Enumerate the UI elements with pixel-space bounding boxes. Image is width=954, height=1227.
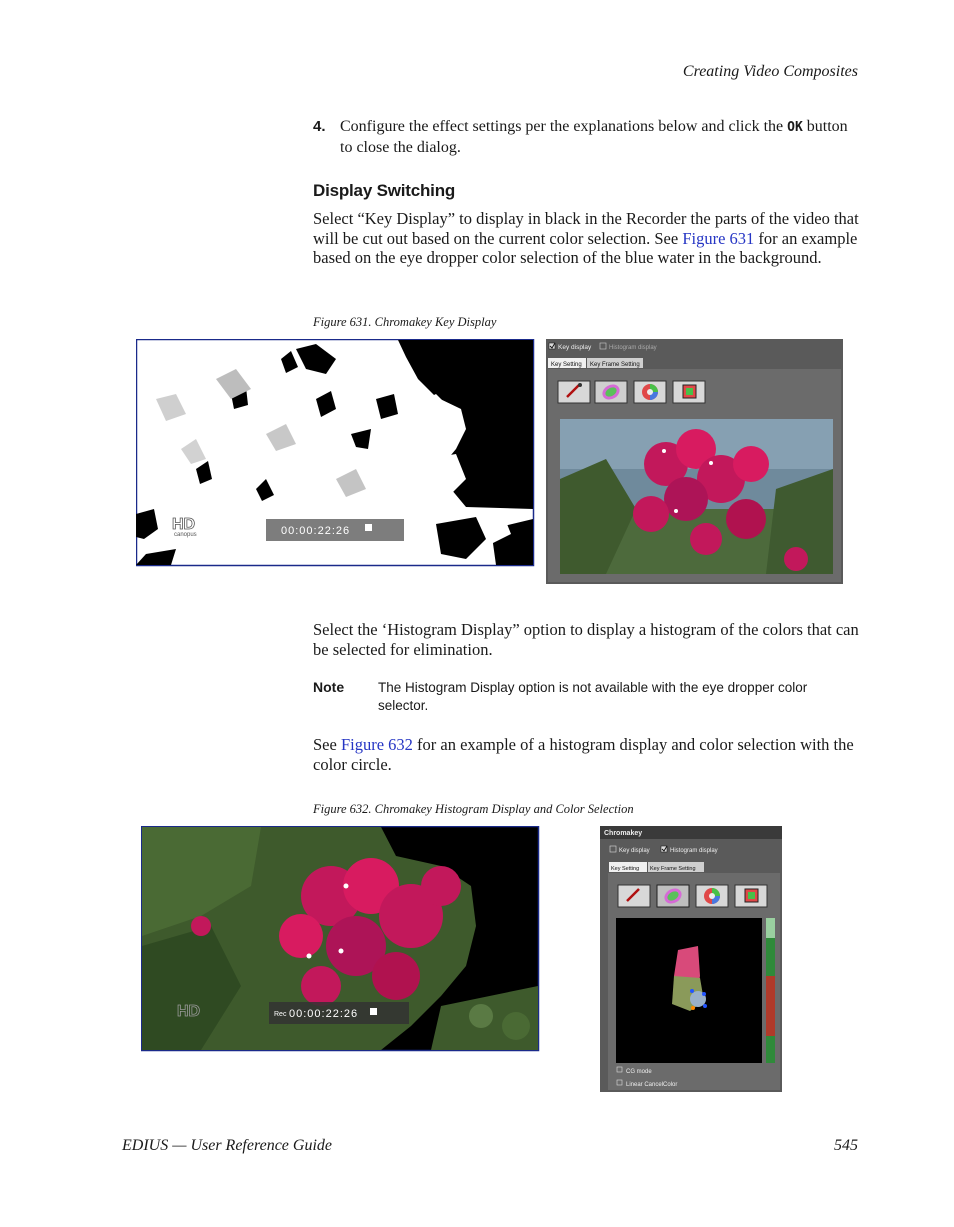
step-text (340, 117, 858, 158)
cg-mode-label: CG mode (626, 1069, 652, 1075)
color-wheel-icon[interactable] (696, 885, 728, 907)
histogram-display-label: Histogram display (670, 848, 718, 854)
figure-632-rec-label: Rec (274, 1011, 287, 1018)
paragraph-figure-632-ref (313, 735, 861, 774)
step-4 (313, 117, 858, 158)
color-wheel-icon[interactable] (634, 381, 666, 403)
figure-631-preview-image (560, 419, 833, 574)
histogram-display-label: Histogram display (609, 345, 657, 351)
panel-title: Chromakey (604, 830, 643, 837)
figure-631-hd-logo: HD (172, 516, 196, 533)
note-label: Note (313, 679, 345, 695)
para1-before: Select “Key Display” to display in black in the Recorder the parts of the video that will be cut out based on the current color selection. See (313, 209, 859, 248)
figure-632-caption: Figure 632. Chromakey Histogram Display and Color Selection (313, 802, 634, 816)
note-text: The Histogram Display option is not available with the eye dropper color selector. (378, 680, 808, 713)
figure-632-link[interactable]: Figure 632 (340, 735, 413, 754)
figure-632-composite-image (141, 826, 540, 1052)
para3-before: See (313, 735, 341, 754)
step-number: 4. (313, 118, 326, 135)
color-square-icon[interactable] (673, 381, 705, 403)
para3-after: for an example of a histogram display and color selection with the color circle. (313, 735, 854, 774)
figure-631-chromakey-panel (546, 339, 843, 584)
tab-key-setting-label: Key Setting (551, 362, 582, 368)
figure-631-timecode: 00:00:22:26 (281, 525, 351, 537)
page-number: 545 (834, 1137, 858, 1154)
paragraph-key-display (313, 209, 861, 268)
key-display-label: Key display (558, 344, 592, 351)
color-circle-icon[interactable] (657, 885, 689, 907)
para1-after: for an example based on the eye dropper color selection of the blue water in the background. (313, 228, 858, 268)
figure-632-hd-logo: HD (177, 1003, 201, 1020)
figure-631-key-display-image (136, 339, 535, 567)
running-header: Creating Video Composites (682, 63, 858, 80)
figure-631-caption: Figure 631. Chromakey Key Display (313, 315, 497, 329)
figure-632-chromakey-panel (600, 826, 782, 1092)
paragraph-histogram-display: Select the ‘Histogram Display” option to display a histogram of the colors that can be selected for elimination. (313, 620, 859, 659)
figure-631-link[interactable]: Figure 631 (682, 228, 755, 248)
linear-cancel-color-label: Linear CancelColor (626, 1082, 678, 1088)
eyedropper-icon[interactable] (618, 885, 650, 907)
step-text-before: Configure the effect settings per the explanations below and click the (340, 118, 788, 135)
key-display-label: Key display (619, 848, 650, 854)
ok-button-label: OK (787, 120, 803, 135)
footer-title: EDIUS — User Reference Guide (122, 1137, 333, 1154)
tab-key-frame-setting-label: Key Frame Setting (650, 866, 696, 872)
color-square-icon[interactable] (735, 885, 767, 907)
eyedropper-icon[interactable] (558, 381, 590, 403)
figure-632-timecode: 00:00:22:26 (289, 1008, 359, 1020)
color-circle-icon[interactable] (595, 381, 627, 403)
tab-key-setting-label: Key Setting (611, 866, 640, 872)
section-heading: Display Switching (313, 181, 456, 200)
figure-631-logo-sub: canopus (174, 532, 197, 538)
tab-key-frame-setting-label: Key Frame Setting (590, 362, 640, 368)
step-text-after: button to close the dialog. (340, 118, 848, 156)
